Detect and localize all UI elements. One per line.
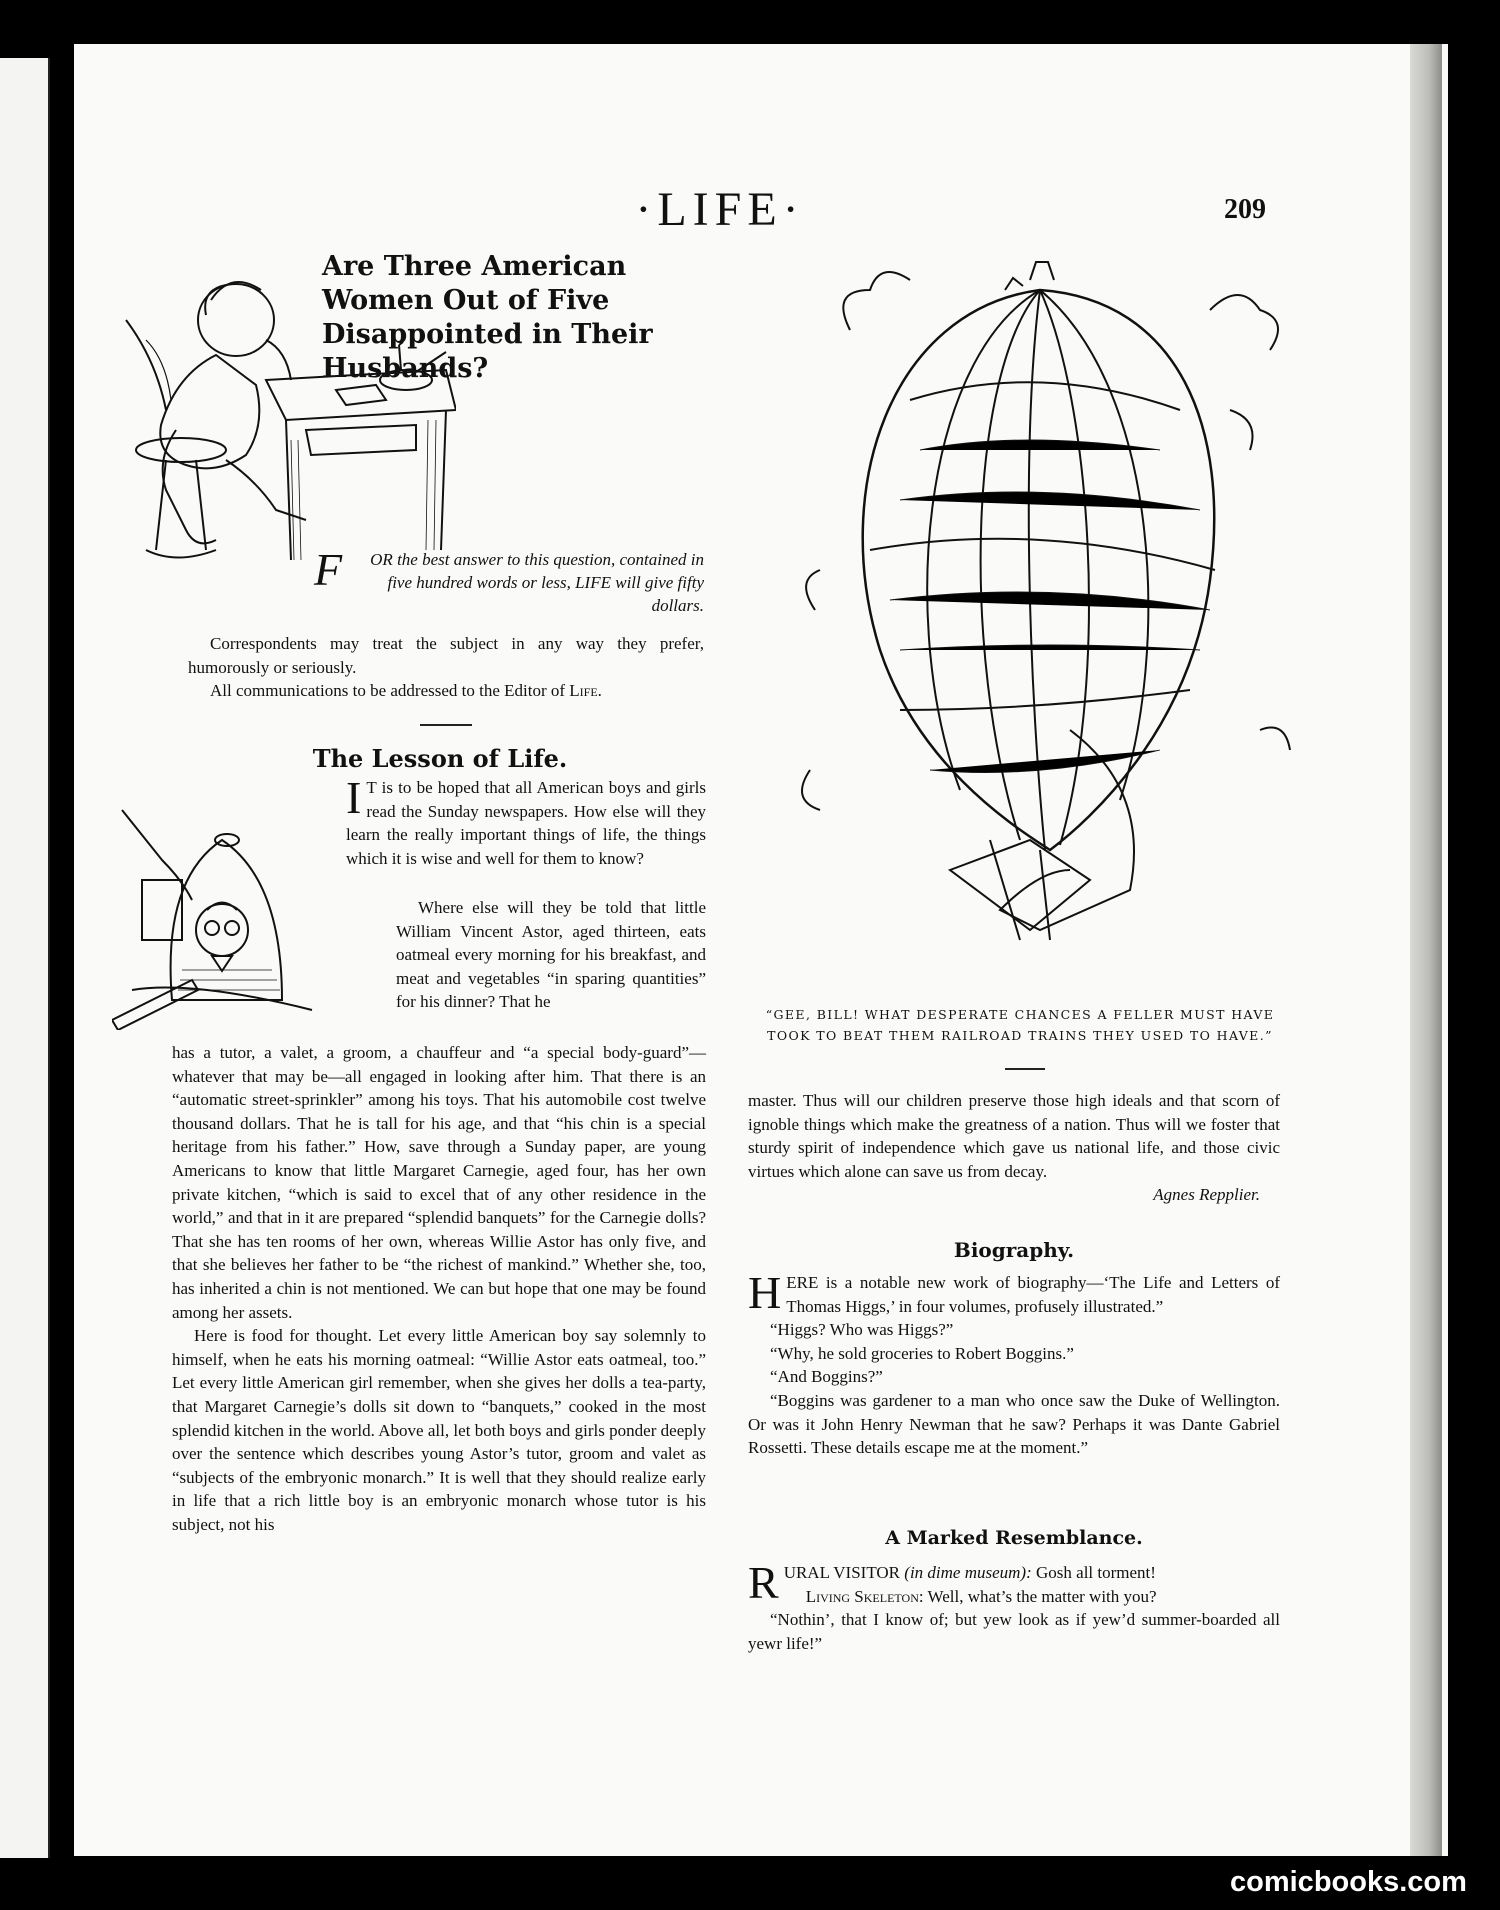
contest-title: Are Three American Women Out of Five Disappointed in Their Husbands? bbox=[322, 251, 653, 384]
biography-line-4: “And Boggins?” bbox=[770, 1367, 883, 1387]
contest-offer bbox=[314, 544, 704, 617]
lesson-title: The Lesson of Life. bbox=[312, 744, 568, 773]
lesson-para1-part-c: has a tutor, a valet, a groom, a chauffeur and “a special body-guard”—whatever that may be—all engaged in looking after him. That there is an “automatic street-sprinkler” among his toys. That his automobile cost twelve thousand dollars. That he is tall for his age, and that “his chin is a special heritage from his father.” How, save through a Sunday paper, are young Americans to know that little Margaret Carnegie, aged four, has her own private kitchen, “which is said to excel that of any other residence in the world,” and that in it are prepared “splendid banquets” for the Carnegie dolls? That she has ten rooms of her own, whereas Willie Astor has only five, and that she believes her father to be “the richest of mankind.” Whether she, too, has inherited a chin is not mentioned. We can but hope that one may be found among her assets. bbox=[172, 1043, 706, 1322]
resemblance-line-3: “Nothin’, that I know of; but yew look as if yew’d summer-boarded all yewr life!” bbox=[748, 1610, 1280, 1653]
lesson-column-left bbox=[172, 1041, 706, 1536]
page-number: 209 bbox=[1224, 194, 1266, 225]
contest-instructions bbox=[188, 632, 704, 703]
cartoon-caption: “GEE, BILL! WHAT DESPERATE CHANCES A FELLER MUST HAVE TOOK TO BEAT THEM RAILROAD TRAINS THEY USED TO HAVE.” bbox=[765, 1007, 1275, 1043]
contest-editor-life: Life. bbox=[569, 681, 602, 701]
biography-line-5: “Boggins was gardener to a man who once saw the Duke of Wellington. Or was it John Henry Newman that he saw? Perhaps it was Dante Gabriel Rossetti. These details escape me at the moment.” bbox=[748, 1390, 1280, 1458]
lesson-para1-part-b: Where else will they be told that little William Vincent Astor, aged thirteen, eats oatmeal every morning for his breakfast, and meat and vegetables “in sparing quantities” for his dinner? That he bbox=[396, 898, 706, 1012]
lesson-signature: Agnes Repplier. bbox=[1153, 1185, 1260, 1205]
speaker-rural-visitor: URAL VISITOR bbox=[783, 1563, 901, 1582]
biography-title: Biography. bbox=[953, 1238, 1075, 1262]
adjacent-page-edge bbox=[0, 58, 50, 1858]
biography-line-3: “Why, he sold groceries to Robert Boggins.” bbox=[770, 1343, 1074, 1363]
dropcap-r: R bbox=[748, 1557, 779, 1608]
stage-direction: (in dime museum): bbox=[904, 1563, 1032, 1582]
contest-line-2-text: All communications to be addressed to the Editor of bbox=[210, 681, 566, 701]
divider bbox=[420, 724, 472, 726]
lesson-para1-part-a: T is to be hoped that all American boys and girls read the Sunday newspapers. How else will they learn the really important things of life, the things which it is wise and well for them to know? bbox=[346, 778, 706, 868]
contest-line-1: Correspondents may treat the subject in any way they prefer, humorously or seriously. bbox=[188, 634, 704, 677]
dropcap-h: H bbox=[748, 1267, 782, 1318]
boy-under-bell-jar-illustration bbox=[112, 780, 342, 1030]
resemblance-line-1: Gosh all torment! bbox=[1036, 1563, 1156, 1582]
speaker-living-skeleton: Living Skeleton bbox=[805, 1586, 919, 1606]
page-edge-shadow bbox=[1410, 44, 1442, 1856]
resemblance-title: A Marked Resemblance. bbox=[885, 1527, 1143, 1549]
masthead: ·LIFE· bbox=[635, 183, 805, 236]
airship-cartoon-illustration bbox=[790, 250, 1310, 990]
lesson-para2: Here is food for thought. Let every little American boy say solemnly to himself, when he eats his morning oatmeal: “Willie Astor eats oatmeal, too.” Let every little American girl remember, when she gives her dolls a tea-party, that Margaret Carnegie’s dolls sit down to “banquets,” cooked in the most splendid kitchen in the world. Above all, let both boys and girls ponder deeply over the sentence which describes young Astor’s tutor, groom and valet as “subjects of the embryonic monarch.” It is well that they should realize early in life that a rich little boy is an embryonic monarch whose tutor is his subject, not his bbox=[172, 1326, 706, 1534]
resemblance-text bbox=[748, 1557, 1280, 1655]
contest-offer-text: OR the best answer to this question, contained in five hundred words or less, LIFE will give fifty dollars. bbox=[370, 550, 704, 615]
resemblance-line-2: : Well, what’s the matter with you? bbox=[918, 1586, 1157, 1606]
biography-text bbox=[748, 1267, 1280, 1460]
lesson-para3: master. Thus will our children preserve those high ideals and that scorn of ignoble things which make the greatness of a nation. Thus will we foster that sturdy spirit of independence which gave us national life, and those civic virtues which alone can save us from decay. bbox=[748, 1091, 1280, 1181]
dropcap-i: I bbox=[346, 772, 362, 823]
biography-line-2: “Higgs? Who was Higgs?” bbox=[770, 1320, 954, 1340]
contest-line-2 bbox=[188, 679, 704, 703]
lesson-column-right bbox=[748, 1089, 1280, 1207]
divider bbox=[1005, 1068, 1045, 1070]
lesson-para1-upper bbox=[346, 772, 706, 870]
dropcap-f: F bbox=[314, 544, 343, 595]
biography-para1: ERE is a notable new work of biography—‘The Life and Letters of Thomas Higgs,’ in four volumes, profusely illustrated.” bbox=[786, 1273, 1280, 1316]
watermark: comicbooks.com bbox=[1230, 1866, 1467, 1898]
